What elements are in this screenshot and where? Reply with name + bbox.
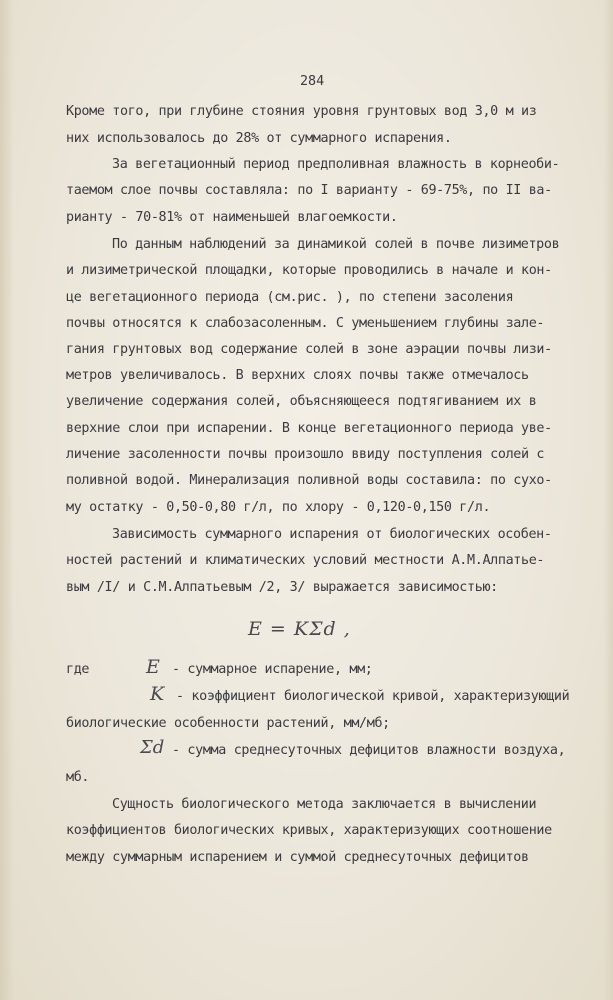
legend-k-symbol: K — [150, 683, 165, 705]
text-line: почвы относятся к слабозасоленным. С уменьшением глубины зале- — [66, 316, 545, 331]
legend-e-text: - суммарное испарение, мм; — [172, 662, 373, 677]
text-line: коэффициентов биологических кривых, характеризующих соотношение — [66, 823, 552, 838]
page-number: 284 — [300, 74, 325, 89]
text-line: ностей растений и климатических условий местности А.М.Алпатье- — [66, 553, 545, 568]
text-line: метров увеличивалось. В верхних слоях почвы также отмечалось — [66, 368, 529, 383]
legend-where: где — [66, 662, 90, 677]
text-line: Зависимость суммарного испарения от биологических особен- — [112, 527, 552, 542]
formula: E = KΣd , — [248, 618, 351, 640]
text-line: Кроме того, при глубине стояния уровня грунтовых вод 3,0 м из — [66, 104, 537, 119]
text-line: между суммарным испарением и суммой среднесуточных дефицитов — [66, 850, 529, 865]
text-line: личение засоленности почвы произошло ввиду поступления солей с — [66, 447, 545, 462]
legend-sd-symbol: Σd — [140, 737, 165, 758]
text-line: верхние слои при испарении. В конце вегетационного периода уве- — [66, 421, 552, 436]
text-line: це вегетационного периода (см.рис. ), по степени засоления — [66, 290, 514, 305]
text-line: таемом слое почвы составляла: по I варианту - 69-75%, по II ва- — [66, 183, 552, 198]
legend-k-text-cont: биологические особенности растений, мм/мб; — [66, 716, 390, 731]
text-line: му остатку - 0,50-0,80 г/л, по хлору - 0,120-0,150 г/л. — [66, 500, 491, 515]
text-line: гания грунтовых вод содержание солей в зоне аэрации почвы лизи- — [66, 342, 552, 357]
text-line: За вегетационный период предполивная влажность в корнеоби- — [112, 157, 560, 172]
legend-sd-text-cont: мб. — [66, 770, 90, 785]
legend-sd-text: - сумма среднесуточных дефицитов влажности воздуха, — [172, 743, 566, 758]
text-line: них использовалось до 28% от суммарного испарения. — [66, 131, 452, 146]
legend-k-text: - коэффициент биологической кривой, характеризующий — [176, 689, 570, 704]
legend-e-symbol: E — [146, 656, 160, 678]
text-line: вым /I/ и С.М.Алпатьевым /2, 3/ выражается зависимостью: — [66, 580, 498, 595]
text-line: и лизиметрической площадки, которые проводились в начале и кон- — [66, 263, 552, 278]
text-line: поливной водой. Минерализация поливной воды составила: по сухо- — [66, 473, 552, 488]
text-line: По данным наблюдений за динамикой солей в почве лизиметров — [112, 237, 560, 252]
text-line: рианту - 70-81% от наименьшей влагоемкости. — [66, 210, 398, 225]
text-line: увеличение содержания солей, объясняющееся подтягиванием их в — [66, 394, 537, 409]
text-line: Сущность биологического метода заключается в вычислении — [112, 797, 537, 812]
